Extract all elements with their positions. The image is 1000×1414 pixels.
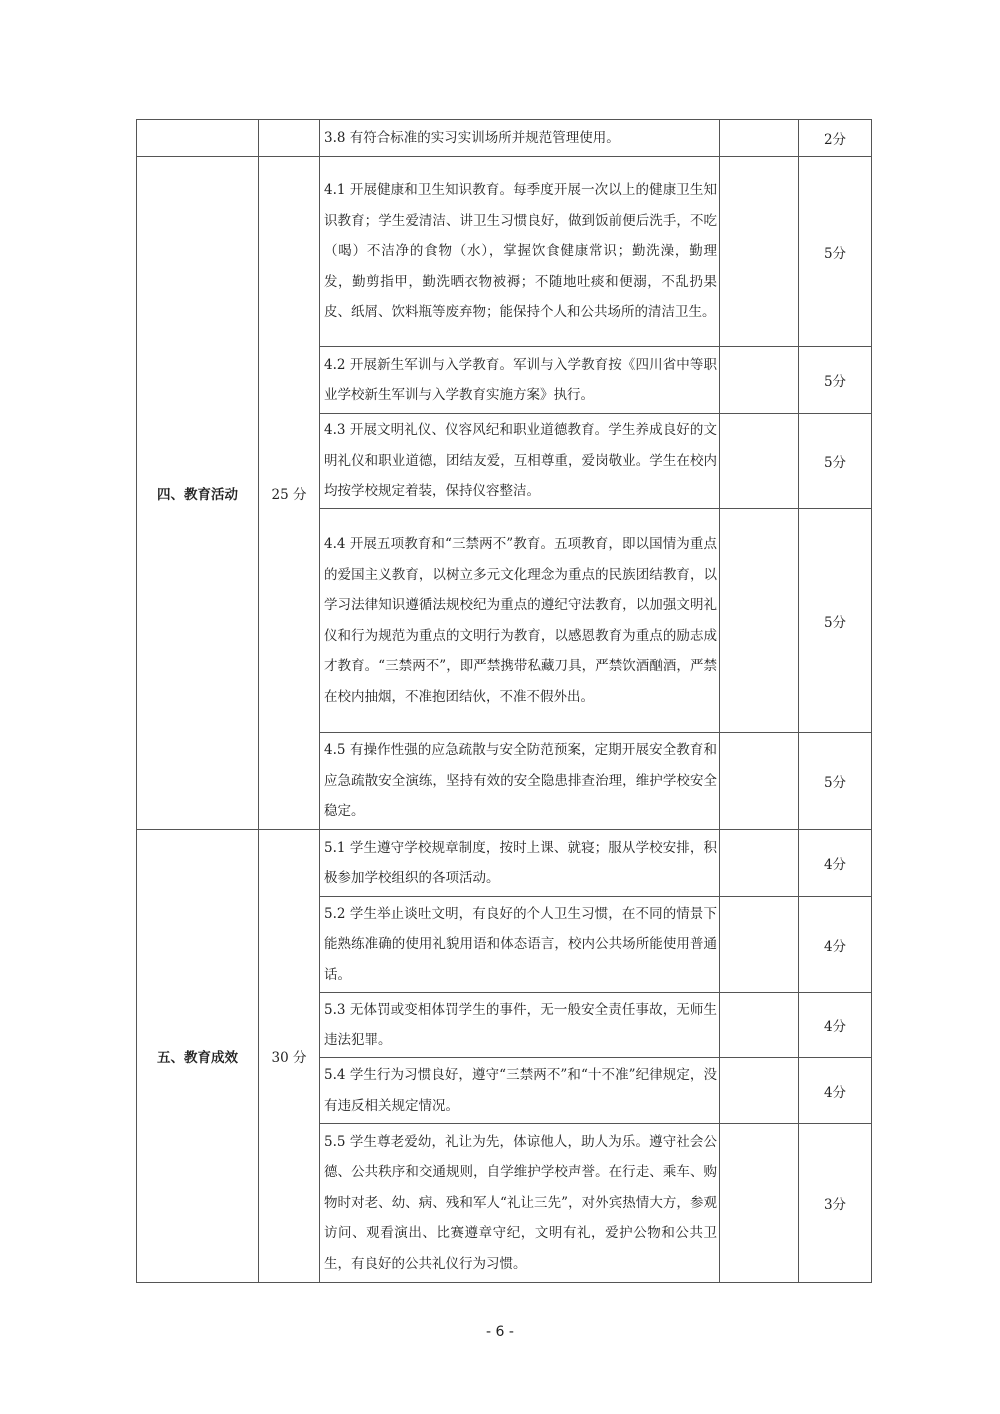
- item-points: 5分: [799, 347, 872, 414]
- table-row: [137, 830, 872, 897]
- blank-cell: [720, 120, 799, 157]
- item-text: 4.2 开展新生军训与入学教育。军训与入学教育按《四川省中等职业学校新生军训与入学教育实施方案》执行。: [320, 347, 720, 414]
- table-row: [137, 157, 872, 347]
- category-label: 五、教育成效: [137, 830, 259, 1283]
- item-text: 5.5 学生尊老爱幼，礼让为先，体谅他人，助人为乐。遵守社会公德、公共秩序和交通规则，自学维护学校声誉。在行走、乘车、购物时对老、幼、病、残和军人“礼让三先”，对外宾热情大方，参观访问、观看演出、比赛遵章守纪，文明有礼，爱护公物和公共卫生，有良好的公共礼仪行为习惯。: [320, 1124, 720, 1283]
- blank-cell: [720, 897, 799, 993]
- category-score: 30 分: [259, 830, 320, 1283]
- item-text: 5.4 学生行为习惯良好，遵守“三禁两不”和“十不准”纪律规定，没有违反相关规定情况。: [320, 1058, 720, 1124]
- blank-cell: [720, 830, 799, 897]
- item-text: 4.3 开展文明礼仪、仪容风纪和职业道德教育。学生养成良好的文明礼仪和职业道德，团结友爱，互相尊重，爱岗敬业。学生在校内均按学校规定着装，保持仪容整洁。: [320, 414, 720, 509]
- blank-cell: [720, 347, 799, 414]
- category-score: 25 分: [259, 157, 320, 830]
- item-text: 3.8 有符合标准的实习实训场所并规范管理使用。: [320, 120, 720, 157]
- category-label: 四、教育活动: [137, 157, 259, 830]
- score-cell-empty: [259, 120, 320, 157]
- category-cell-empty: [137, 120, 259, 157]
- blank-cell: [720, 509, 799, 733]
- blank-cell: [720, 1058, 799, 1124]
- item-points: 5分: [799, 733, 872, 830]
- item-text: 5.1 学生遵守学校规章制度，按时上课、就寝；服从学校安排，积极参加学校组织的各项活动。: [320, 830, 720, 897]
- item-points: 5分: [799, 509, 872, 733]
- page-number: - 6 -: [486, 1324, 514, 1340]
- blank-cell: [720, 1124, 799, 1283]
- blank-cell: [720, 414, 799, 509]
- item-text: 4.4 开展五项教育和“三禁两不”教育。五项教育，即以国情为重点的爱国主义教育，以树立多元文化理念为重点的民族团结教育，以学习法律知识遵循法规校纪为重点的遵纪守法教育，以加强文明礼仪和行为规范为重点的文明行为教育，以感恩教育为重点的励志成才教育。“三禁两不”，即严禁携带私藏刀具，严禁饮酒酗酒，严禁在校内抽烟，不准抱团结伙，不准不假外出。: [320, 509, 720, 733]
- item-points: 4分: [799, 1058, 872, 1124]
- item-points: 5分: [799, 157, 872, 347]
- evaluation-table: [136, 119, 872, 1283]
- item-points: 4分: [799, 897, 872, 993]
- item-text: 5.2 学生举止谈吐文明，有良好的个人卫生习惯，在不同的情景下能熟练准确的使用礼貌用语和体态语言，校内公共场所能使用普通话。: [320, 897, 720, 993]
- blank-cell: [720, 733, 799, 830]
- item-text: 5.3 无体罚或变相体罚学生的事件，无一般安全责任事故，无师生违法犯罪。: [320, 993, 720, 1058]
- blank-cell: [720, 157, 799, 347]
- item-text: 4.1 开展健康和卫生知识教育。每季度开展一次以上的健康卫生知识教育；学生爱清洁、讲卫生习惯良好，做到饭前便后洗手，不吃（喝）不洁净的食物（水），掌握饮食健康常识；勤洗澡，勤理发，勤剪指甲，勤洗晒衣物被褥；不随地吐痰和便溺，不乱扔果皮、纸屑、饮料瓶等废弃物；能保持个人和公共场所的清洁卫生。: [320, 157, 720, 347]
- table-row: [137, 120, 872, 157]
- item-points: 4分: [799, 830, 872, 897]
- item-points: 3分: [799, 1124, 872, 1283]
- item-points: 2分: [799, 120, 872, 157]
- item-points: 5分: [799, 414, 872, 509]
- item-text: 4.5 有操作性强的应急疏散与安全防范预案，定期开展安全教育和应急疏散安全演练，坚持有效的安全隐患排查治理，维护学校安全稳定。: [320, 733, 720, 830]
- blank-cell: [720, 993, 799, 1058]
- item-points: 4分: [799, 993, 872, 1058]
